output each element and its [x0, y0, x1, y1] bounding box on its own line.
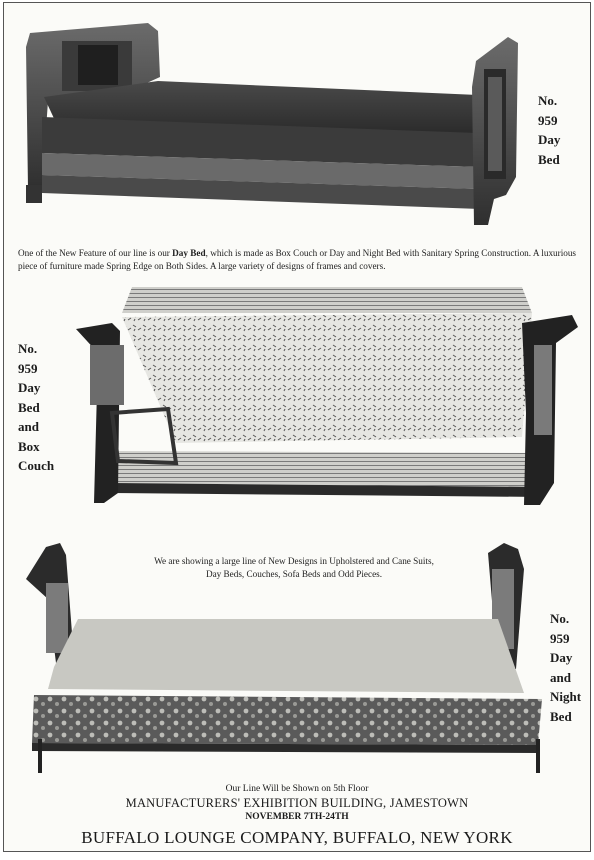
label-line: Bed [538, 151, 560, 167]
product-label-day-night-bed [550, 609, 594, 726]
box-couch-photo [72, 283, 580, 533]
label-line: Box [18, 438, 40, 454]
label-line: Day [538, 132, 561, 147]
label-line: Bed [550, 708, 572, 724]
footer [4, 783, 590, 850]
label-line: and [18, 419, 39, 434]
exhibition-dates: NOVEMBER 7TH-24TH [245, 812, 349, 822]
feature-caption [18, 247, 576, 273]
label-line: No. [538, 93, 558, 108]
product-label-day-bed-box-couch [18, 339, 66, 476]
label-line: 959 [550, 630, 570, 646]
designs-caption-line: Day Beds, Couches, Sofa Beds and Odd Pieces. [205, 569, 383, 579]
company-name: BUFFALO LOUNGE COMPANY, BUFFALO, NEW YORK [81, 828, 513, 847]
day-bed-photo [18, 17, 530, 239]
label-line: Day [550, 650, 573, 665]
caption-prefix: One of the New Feature of our line is our [18, 248, 173, 258]
label-line: Day [18, 380, 41, 395]
label-line: Night [550, 689, 582, 704]
caption-suffix: , which is made as Box Couch or Day and Night Bed with Sanitary Spring Construction. A luxurious piece of furniture made Spring Edge on Both Sides. A large variety of designs of frames and covers. [18, 248, 577, 271]
label-line: 959 [18, 360, 38, 376]
floor-note: Our Line Will be Shown on 5th Floor [225, 784, 369, 794]
label-line: Bed [18, 399, 40, 415]
day-and-night-bed-photo [18, 539, 548, 779]
exhibition-building: MANUFACTURERS' EXHIBITION BUILDING, JAMESTOWN [125, 796, 469, 810]
label-line: and [550, 669, 571, 685]
product-label-day-bed [538, 91, 586, 169]
designs-caption-line: We are showing a large line of New Designs in Upholstered and Cane Suits, [154, 556, 434, 566]
caption-bold-product: Day Bed [172, 248, 206, 258]
label-line: No. [550, 611, 570, 626]
label-line: Couch [18, 458, 55, 473]
advertisement-page [3, 2, 591, 852]
label-line: 959 [538, 112, 558, 128]
label-line: No. [18, 341, 38, 356]
